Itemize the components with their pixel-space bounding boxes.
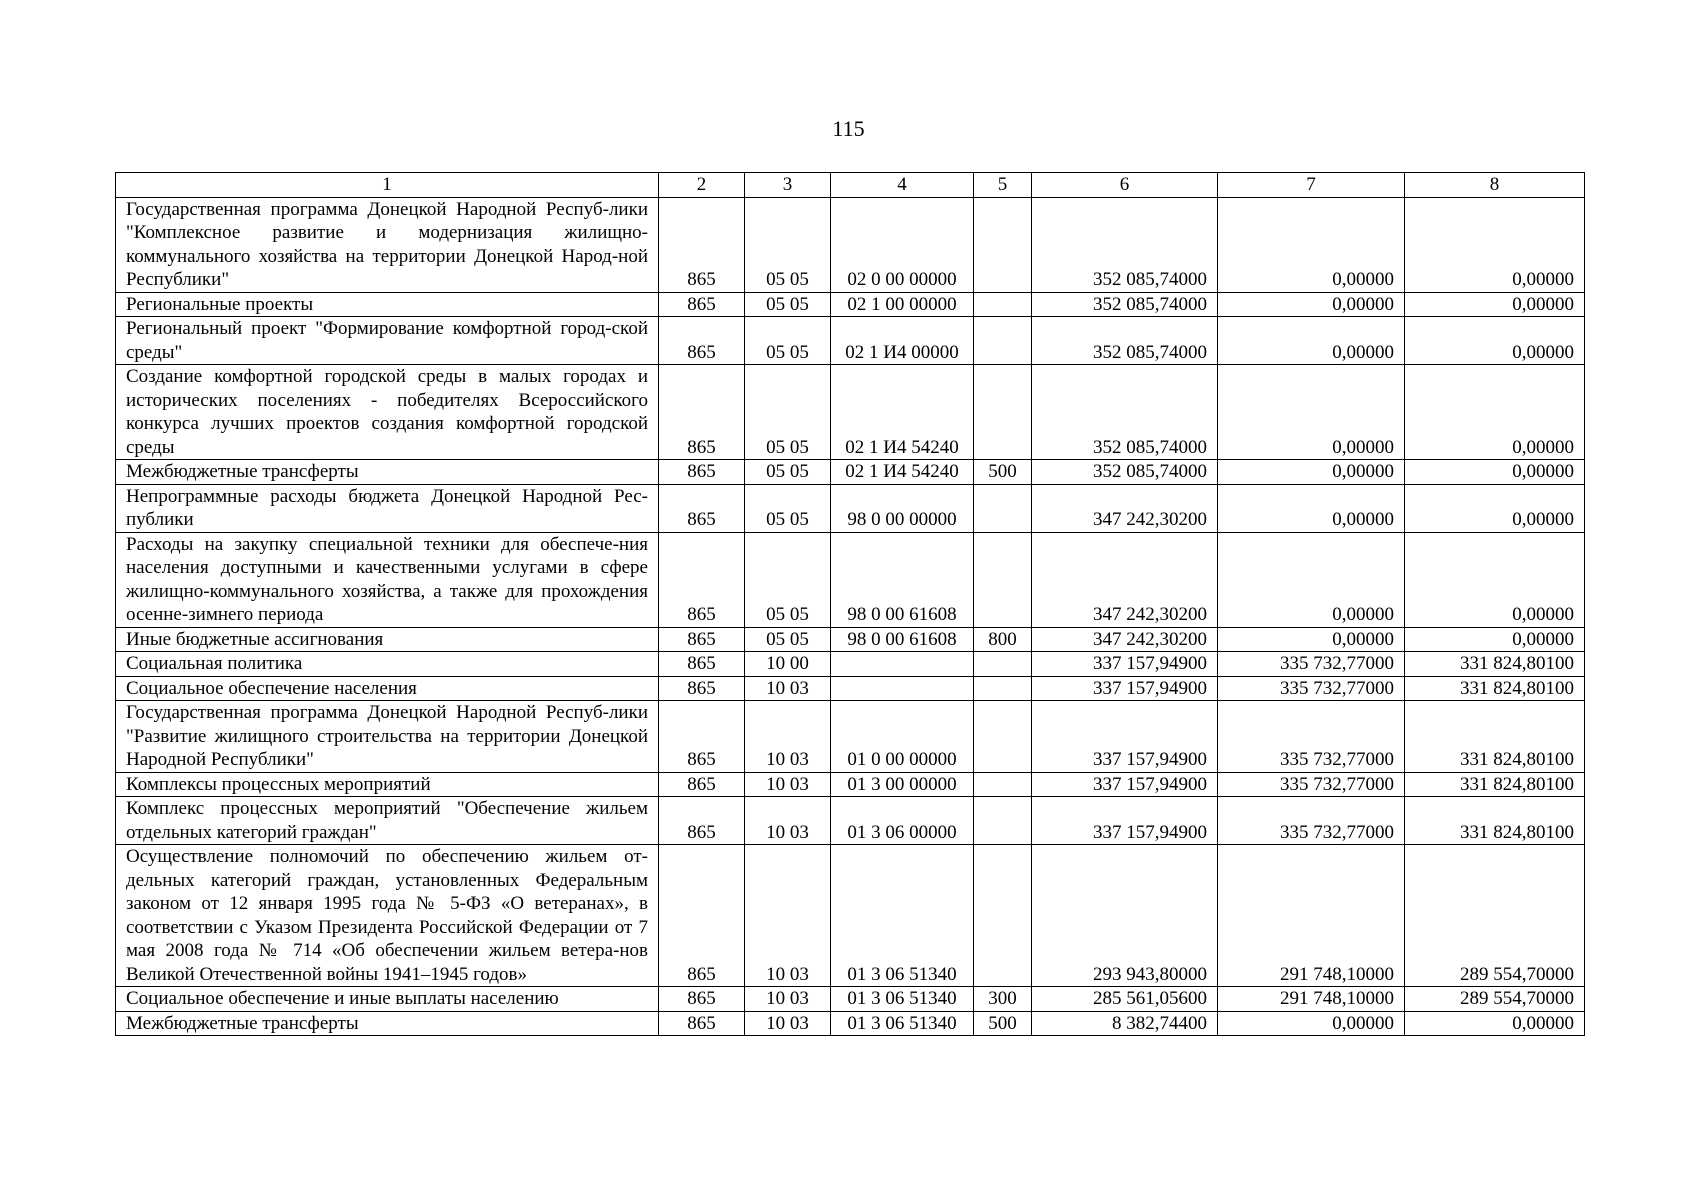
expense-type-cell [974,845,1032,987]
amount-col8-cell: 0,00000 [1405,627,1585,652]
amount-col7-cell: 0,00000 [1218,317,1405,365]
header-cell: 1 [116,173,659,198]
row-name-cell: Социальная политика [116,652,659,677]
expense-type-cell [974,701,1032,773]
table-row [116,532,1585,627]
ministry-code-cell: 865 [659,484,745,532]
amount-col6-cell: 352 085,74000 [1032,365,1218,460]
row-name-cell: Расходы на закупку специальной техники для обеспече-ния населения доступными и качественными услугами в сфере жилищно-коммунального хозяйства, а также для прохождения осенне-зимнего периода [116,532,659,627]
table-row [116,772,1585,797]
amount-col8-cell: 331 824,80100 [1405,772,1585,797]
table-row [116,701,1585,773]
row-name-cell: Государственная программа Донецкой Народной Респуб-лики "Развитие жилищного строительства на территории Донецкой Народной Республики" [116,701,659,773]
section-code-cell: 05 05 [745,484,831,532]
amount-col6-cell: 293 943,80000 [1032,845,1218,987]
amount-col6-cell: 337 157,94900 [1032,701,1218,773]
ministry-code-cell: 865 [659,676,745,701]
header-cell: 3 [745,173,831,198]
section-code-cell: 10 03 [745,797,831,845]
target-item-cell [831,652,974,677]
budget-table [115,172,1585,1036]
amount-col6-cell: 352 085,74000 [1032,317,1218,365]
page-number: 115 [832,116,865,141]
row-name-cell: Межбюджетные трансферты [116,1011,659,1036]
amount-col7-cell: 0,00000 [1218,627,1405,652]
header-cell: 5 [974,173,1032,198]
header-cell: 7 [1218,173,1405,198]
table-header-row [116,173,1585,198]
ministry-code-cell: 865 [659,772,745,797]
amount-col6-cell: 352 085,74000 [1032,292,1218,317]
amount-col8-cell: 0,00000 [1405,365,1585,460]
amount-col8-cell: 0,00000 [1405,532,1585,627]
target-item-cell: 02 1 И4 00000 [831,317,974,365]
row-name-cell: Региональный проект "Формирование комфортной город-ской среды" [116,317,659,365]
ministry-code-cell: 865 [659,652,745,677]
ministry-code-cell: 865 [659,317,745,365]
expense-type-cell [974,197,1032,292]
target-item-cell: 01 3 06 51340 [831,845,974,987]
row-name-cell: Создание комфортной городской среды в малых городах и исторических поселениях - победителях Всероссийского конкурса лучших проектов создания комфортной городской среды [116,365,659,460]
target-item-cell: 01 3 06 51340 [831,1011,974,1036]
expense-type-cell [974,317,1032,365]
table-row [116,1011,1585,1036]
target-item-cell: 01 3 06 00000 [831,797,974,845]
table-row [116,987,1585,1012]
target-item-cell: 02 0 00 00000 [831,197,974,292]
amount-col7-cell: 0,00000 [1218,1011,1405,1036]
amount-col6-cell: 347 242,30200 [1032,627,1218,652]
ministry-code-cell: 865 [659,845,745,987]
target-item-cell [831,676,974,701]
expense-type-cell: 500 [974,460,1032,485]
section-code-cell: 05 05 [745,532,831,627]
table-row [116,365,1585,460]
amount-col6-cell: 8 382,74400 [1032,1011,1218,1036]
amount-col7-cell: 0,00000 [1218,197,1405,292]
expense-type-cell [974,797,1032,845]
amount-col7-cell: 0,00000 [1218,532,1405,627]
target-item-cell: 01 0 00 00000 [831,701,974,773]
table-row [116,460,1585,485]
amount-col8-cell: 331 824,80100 [1405,701,1585,773]
ministry-code-cell: 865 [659,797,745,845]
table-row [116,484,1585,532]
section-code-cell: 05 05 [745,317,831,365]
ministry-code-cell: 865 [659,292,745,317]
section-code-cell: 10 03 [745,845,831,987]
row-name-cell: Комплексы процессных мероприятий [116,772,659,797]
amount-col7-cell: 335 732,77000 [1218,772,1405,797]
expense-type-cell: 300 [974,987,1032,1012]
section-code-cell: 05 05 [745,197,831,292]
amount-col6-cell: 285 561,05600 [1032,987,1218,1012]
header-cell: 4 [831,173,974,198]
amount-col6-cell: 347 242,30200 [1032,484,1218,532]
ministry-code-cell: 865 [659,460,745,485]
amount-col8-cell: 0,00000 [1405,197,1585,292]
section-code-cell: 05 05 [745,365,831,460]
row-name-cell: Социальное обеспечение и иные выплаты населению [116,987,659,1012]
section-code-cell: 10 03 [745,676,831,701]
target-item-cell: 98 0 00 61608 [831,627,974,652]
row-name-cell: Межбюджетные трансферты [116,460,659,485]
ministry-code-cell: 865 [659,197,745,292]
table-row [116,627,1585,652]
ministry-code-cell: 865 [659,1011,745,1036]
expense-type-cell [974,652,1032,677]
amount-col7-cell: 335 732,77000 [1218,797,1405,845]
amount-col6-cell: 337 157,94900 [1032,676,1218,701]
table-row [116,797,1585,845]
expense-type-cell: 500 [974,1011,1032,1036]
target-item-cell: 02 1 00 00000 [831,292,974,317]
amount-col7-cell: 291 748,10000 [1218,987,1405,1012]
row-name-cell: Государственная программа Донецкой Народной Респуб-лики "Комплексное развитие и модернизация жилищно-коммунального хозяйства на территории Донецкой Народ-ной Республики" [116,197,659,292]
section-code-cell: 10 03 [745,1011,831,1036]
ministry-code-cell: 865 [659,532,745,627]
expense-type-cell [974,484,1032,532]
row-name-cell: Комплекс процессных мероприятий "Обеспечение жильем отдельных категорий граждан" [116,797,659,845]
expense-type-cell [974,532,1032,627]
target-item-cell: 01 3 00 00000 [831,772,974,797]
amount-col6-cell: 337 157,94900 [1032,652,1218,677]
table-body [116,173,1585,1036]
amount-col7-cell: 0,00000 [1218,365,1405,460]
amount-col8-cell: 331 824,80100 [1405,797,1585,845]
row-name-cell: Социальное обеспечение населения [116,676,659,701]
section-code-cell: 10 03 [745,701,831,773]
table-row [116,652,1585,677]
amount-col8-cell: 0,00000 [1405,460,1585,485]
section-code-cell: 10 00 [745,652,831,677]
row-name-cell: Осуществление полномочий по обеспечению жильем от-дельных категорий граждан, установленных Федеральным законом от 12 января 1995 года № 5-ФЗ «О ветеранах», в соответствии с Указом Президента Российской Федерации от 7 мая 2008 года № 714 «Об обеспечении жильем ветера-нов Великой Отечественной войны 1941–1945 годов» [116,845,659,987]
amount-col8-cell: 331 824,80100 [1405,652,1585,677]
amount-col8-cell: 0,00000 [1405,317,1585,365]
amount-col6-cell: 352 085,74000 [1032,197,1218,292]
target-item-cell: 01 3 06 51340 [831,987,974,1012]
amount-col7-cell: 335 732,77000 [1218,701,1405,773]
ministry-code-cell: 865 [659,701,745,773]
amount-col6-cell: 337 157,94900 [1032,797,1218,845]
row-name-cell: Непрограммные расходы бюджета Донецкой Народной Рес-публики [116,484,659,532]
section-code-cell: 05 05 [745,460,831,485]
amount-col8-cell: 0,00000 [1405,484,1585,532]
amount-col8-cell: 289 554,70000 [1405,987,1585,1012]
target-item-cell: 02 1 И4 54240 [831,365,974,460]
table-row [116,292,1585,317]
table-row [116,676,1585,701]
amount-col8-cell: 0,00000 [1405,292,1585,317]
expense-type-cell [974,772,1032,797]
row-name-cell: Иные бюджетные ассигнования [116,627,659,652]
amount-col8-cell: 0,00000 [1405,1011,1585,1036]
table-row [116,317,1585,365]
target-item-cell: 98 0 00 00000 [831,484,974,532]
expense-type-cell [974,365,1032,460]
expense-type-cell [974,676,1032,701]
header-cell: 8 [1405,173,1585,198]
expense-type-cell [974,292,1032,317]
amount-col6-cell: 352 085,74000 [1032,460,1218,485]
section-code-cell: 05 05 [745,292,831,317]
table-row [116,845,1585,987]
amount-col6-cell: 347 242,30200 [1032,532,1218,627]
target-item-cell: 98 0 00 61608 [831,532,974,627]
ministry-code-cell: 865 [659,987,745,1012]
amount-col7-cell: 291 748,10000 [1218,845,1405,987]
target-item-cell: 02 1 И4 54240 [831,460,974,485]
section-code-cell: 10 03 [745,772,831,797]
table-row [116,197,1585,292]
amount-col7-cell: 335 732,77000 [1218,676,1405,701]
amount-col7-cell: 0,00000 [1218,292,1405,317]
amount-col7-cell: 0,00000 [1218,460,1405,485]
expense-type-cell: 800 [974,627,1032,652]
amount-col6-cell: 337 157,94900 [1032,772,1218,797]
header-cell: 6 [1032,173,1218,198]
amount-col7-cell: 335 732,77000 [1218,652,1405,677]
amount-col8-cell: 289 554,70000 [1405,845,1585,987]
section-code-cell: 05 05 [745,627,831,652]
header-cell: 2 [659,173,745,198]
ministry-code-cell: 865 [659,627,745,652]
ministry-code-cell: 865 [659,365,745,460]
section-code-cell: 10 03 [745,987,831,1012]
amount-col8-cell: 331 824,80100 [1405,676,1585,701]
row-name-cell: Региональные проекты [116,292,659,317]
amount-col7-cell: 0,00000 [1218,484,1405,532]
